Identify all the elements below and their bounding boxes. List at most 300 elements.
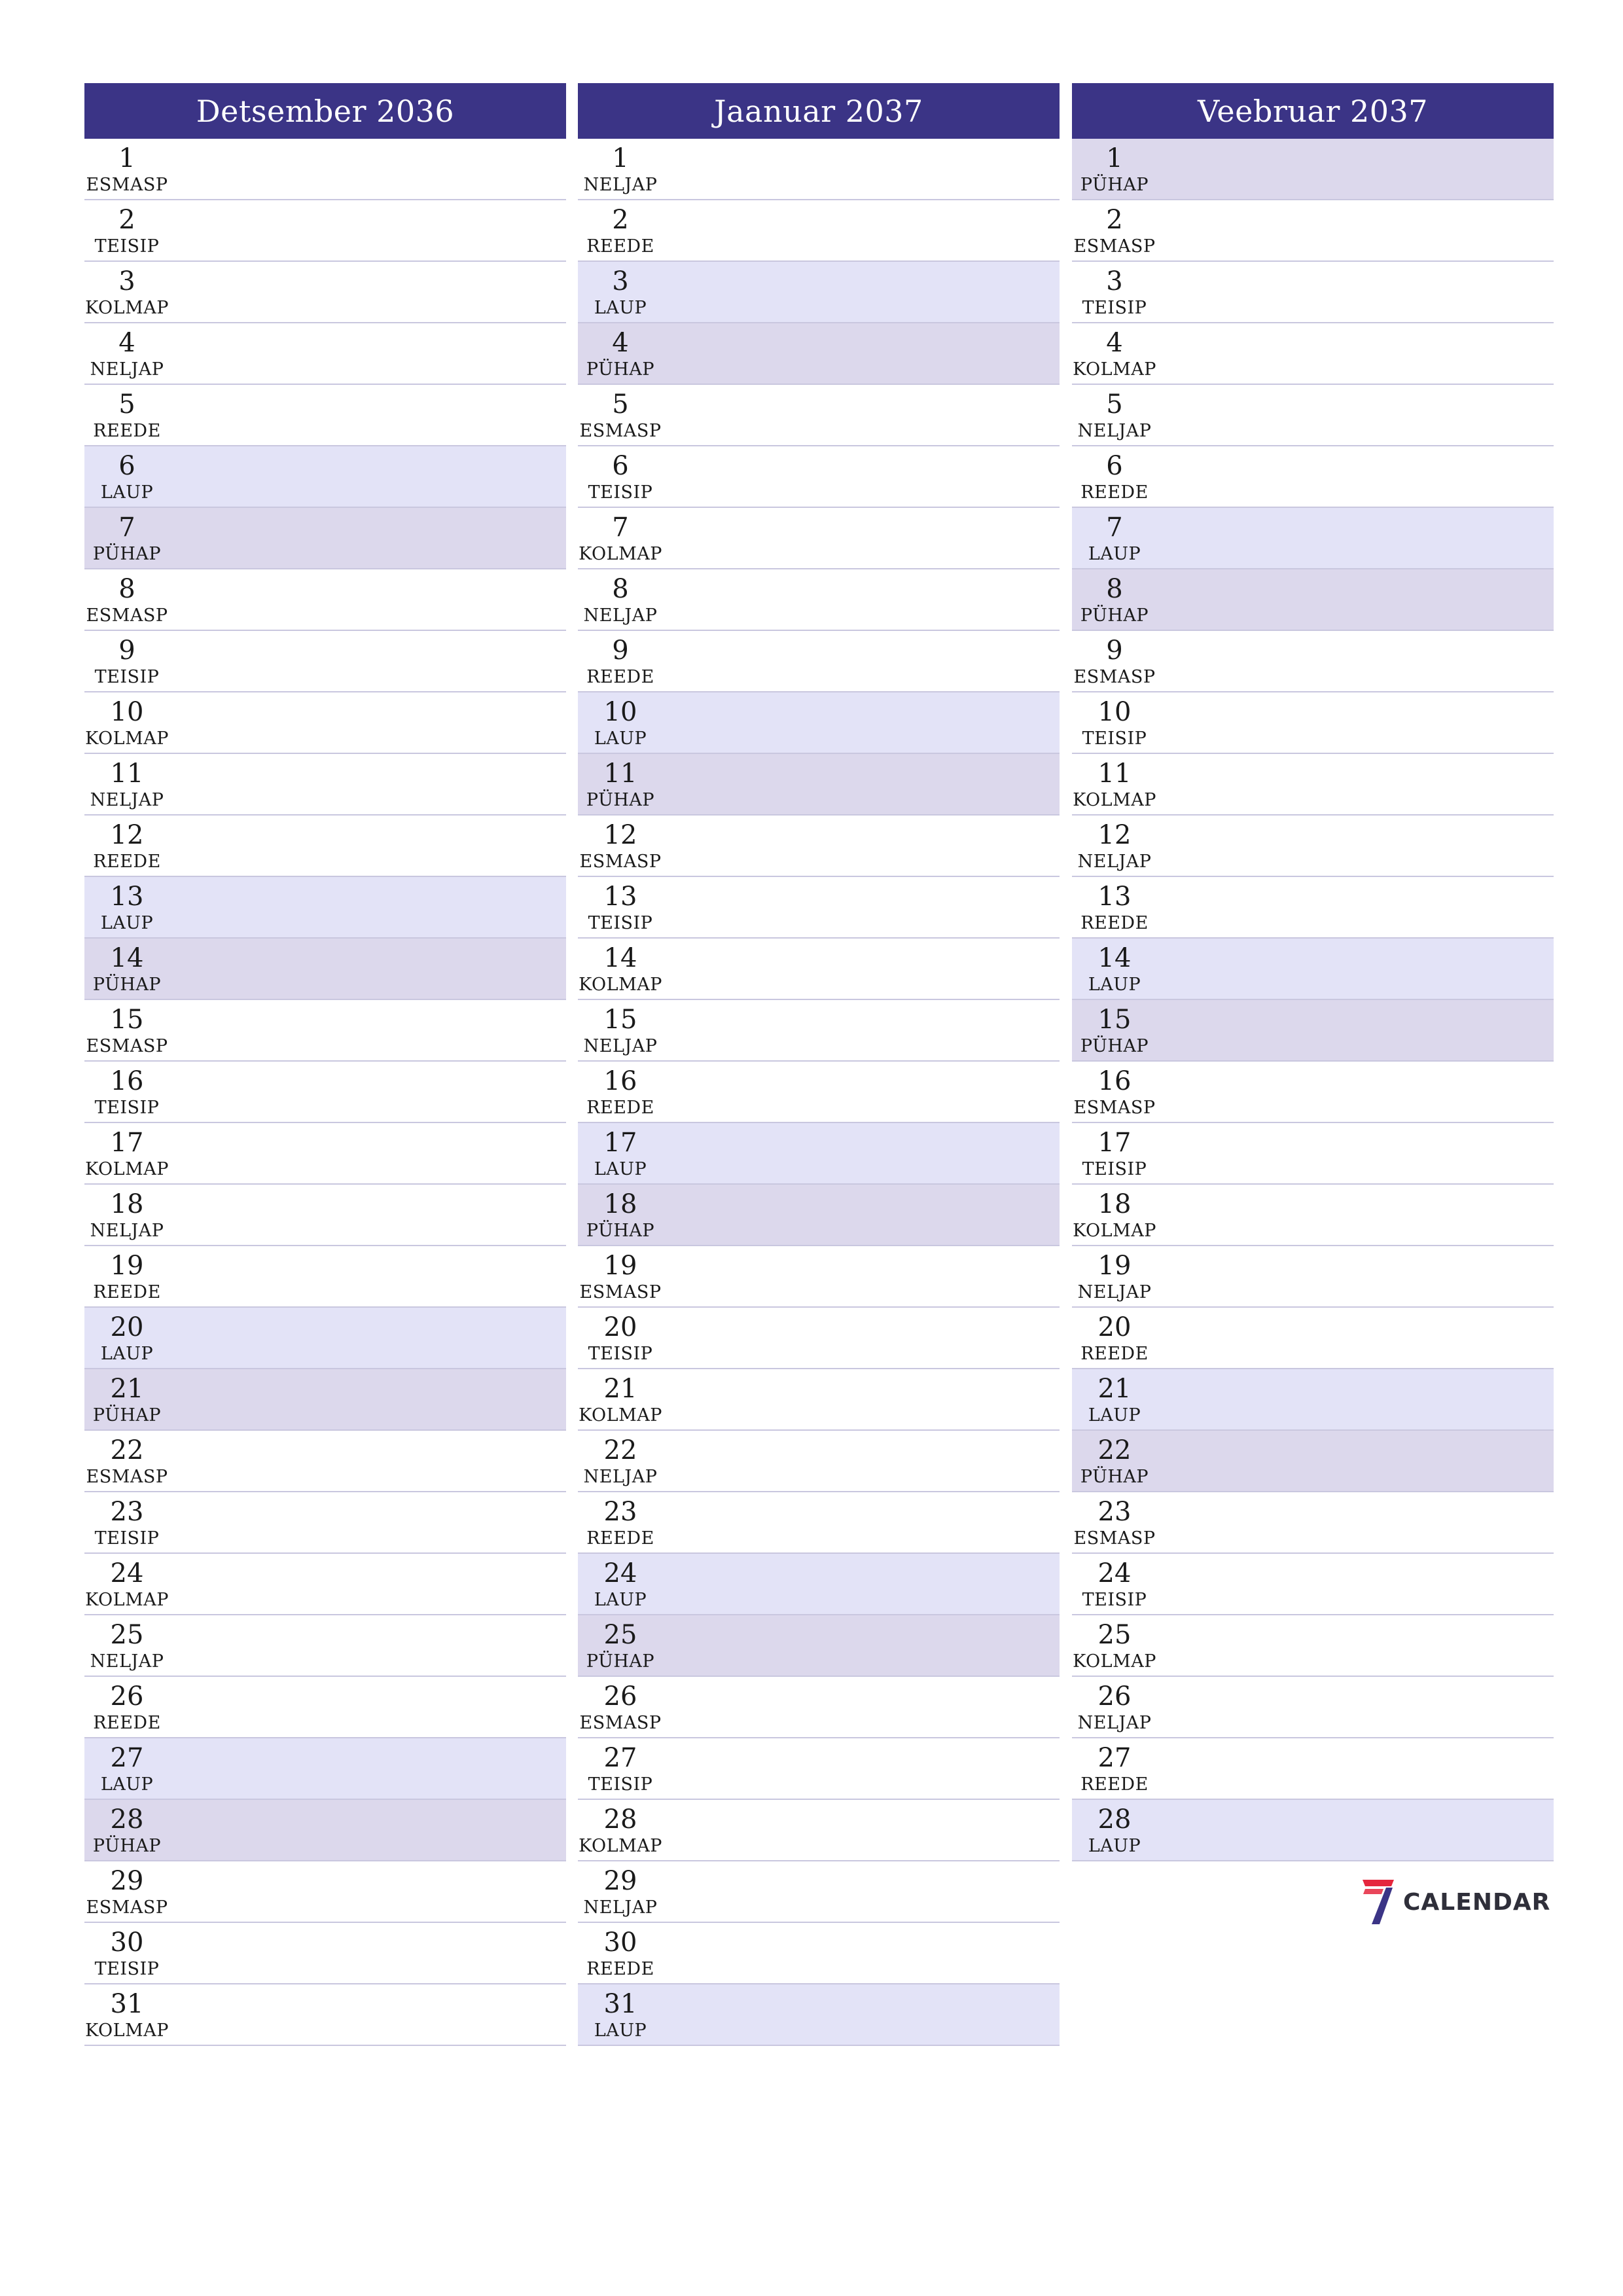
weekday-label: ESMASP bbox=[579, 1713, 662, 1733]
day-row bbox=[578, 877, 1060, 939]
day-row bbox=[1072, 1615, 1554, 1677]
weekday-label: NELJAP bbox=[1077, 1713, 1152, 1733]
weekday-label: KOLMAP bbox=[1073, 1651, 1156, 1672]
day-number: 5 bbox=[1106, 389, 1123, 420]
weekday-label: PÜHAP bbox=[92, 544, 162, 564]
day-row bbox=[84, 877, 566, 939]
day-row bbox=[578, 1062, 1060, 1123]
day-cell bbox=[84, 200, 169, 260]
weekday-label: ESMASP bbox=[86, 1036, 168, 1056]
weekday-label: TEISIP bbox=[94, 1528, 160, 1549]
day-number: 24 bbox=[1097, 1558, 1132, 1588]
day-row bbox=[578, 1800, 1060, 1861]
weekday-label: TEISIP bbox=[588, 482, 653, 503]
day-number: 13 bbox=[110, 882, 144, 912]
weekday-label: NELJAP bbox=[90, 790, 164, 810]
day-row bbox=[578, 1246, 1060, 1308]
day-cell bbox=[578, 1246, 663, 1306]
weekday-label: REEDE bbox=[586, 1098, 654, 1118]
day-cell bbox=[578, 1000, 663, 1060]
day-number: 8 bbox=[612, 574, 629, 604]
day-row bbox=[578, 1185, 1060, 1246]
weekday-label: PÜHAP bbox=[586, 1221, 655, 1241]
weekday-label: ESMASP bbox=[579, 852, 662, 872]
day-row bbox=[1072, 1431, 1554, 1492]
day-cell bbox=[84, 692, 169, 753]
day-number: 9 bbox=[612, 636, 629, 666]
day-row bbox=[1072, 508, 1554, 569]
day-number: 5 bbox=[612, 389, 629, 420]
day-number: 1 bbox=[1106, 143, 1123, 173]
day-number: 23 bbox=[110, 1497, 144, 1527]
day-cell bbox=[84, 1123, 169, 1183]
day-cell bbox=[1072, 1308, 1157, 1368]
day-row bbox=[578, 1123, 1060, 1185]
weekday-label: REEDE bbox=[586, 667, 654, 687]
weekday-label: NELJAP bbox=[90, 1651, 164, 1672]
day-cell bbox=[84, 1615, 169, 1676]
day-number: 11 bbox=[110, 759, 144, 789]
day-number: 5 bbox=[118, 389, 135, 420]
day-number: 17 bbox=[603, 1128, 637, 1158]
day-cell bbox=[84, 262, 169, 322]
day-row bbox=[1072, 1738, 1554, 1800]
weekday-label: KOLMAP bbox=[579, 1836, 662, 1856]
day-cell bbox=[578, 1554, 663, 1614]
day-number: 26 bbox=[1097, 1681, 1132, 1712]
day-row bbox=[84, 446, 566, 508]
day-row bbox=[1072, 1369, 1554, 1431]
day-number: 2 bbox=[118, 205, 135, 235]
day-row bbox=[1072, 1554, 1554, 1615]
weekday-label: KOLMAP bbox=[1073, 359, 1156, 380]
day-row bbox=[578, 1615, 1060, 1677]
day-cell bbox=[578, 816, 663, 876]
day-cell bbox=[84, 1000, 169, 1060]
day-cell bbox=[1072, 1246, 1157, 1306]
weekday-label: NELJAP bbox=[583, 1036, 658, 1056]
weekday-label: KOLMAP bbox=[1073, 790, 1156, 810]
day-cell bbox=[578, 631, 663, 691]
day-cell bbox=[1072, 262, 1157, 322]
day-cell bbox=[84, 508, 169, 568]
weekday-label: KOLMAP bbox=[579, 975, 662, 995]
day-cell bbox=[1072, 508, 1157, 568]
day-cell bbox=[1072, 1677, 1157, 1737]
day-number: 25 bbox=[603, 1620, 637, 1650]
weekday-label: KOLMAP bbox=[85, 2020, 169, 2041]
weekday-label: PÜHAP bbox=[1080, 175, 1149, 195]
day-cell bbox=[1072, 385, 1157, 445]
day-cell bbox=[578, 1123, 663, 1183]
weekday-label: NELJAP bbox=[1077, 852, 1152, 872]
day-cell bbox=[84, 1185, 169, 1245]
day-number: 1 bbox=[118, 143, 135, 173]
day-row bbox=[1072, 692, 1554, 754]
day-cell bbox=[578, 939, 663, 999]
weekday-label: REEDE bbox=[1080, 913, 1149, 933]
day-number: 17 bbox=[110, 1128, 144, 1158]
day-cell bbox=[1072, 446, 1157, 507]
day-row bbox=[578, 139, 1060, 200]
day-row bbox=[1072, 1000, 1554, 1062]
weekday-label: REEDE bbox=[1080, 482, 1149, 503]
weekday-label: LAUP bbox=[594, 298, 647, 318]
weekday-label: REEDE bbox=[93, 1713, 161, 1733]
day-cell bbox=[84, 1554, 169, 1614]
day-cell bbox=[84, 631, 169, 691]
day-number: 11 bbox=[603, 759, 637, 789]
day-cell bbox=[84, 385, 169, 445]
day-row bbox=[1072, 1308, 1554, 1369]
day-row bbox=[578, 1861, 1060, 1923]
weekday-label: NELJAP bbox=[583, 1467, 658, 1487]
weekday-label: NELJAP bbox=[90, 1221, 164, 1241]
weekday-label: REEDE bbox=[586, 1959, 654, 1979]
day-row bbox=[84, 1369, 566, 1431]
day-cell bbox=[578, 200, 663, 260]
day-cell bbox=[84, 446, 169, 507]
weekday-label: LAUP bbox=[1088, 1836, 1141, 1856]
day-cell bbox=[1072, 1185, 1157, 1245]
day-number: 26 bbox=[603, 1681, 637, 1712]
weekday-label: ESMASP bbox=[1073, 236, 1156, 257]
day-row bbox=[578, 508, 1060, 569]
day-number: 14 bbox=[1097, 943, 1132, 973]
day-number: 1 bbox=[612, 143, 629, 173]
day-cell bbox=[84, 1738, 169, 1799]
weekday-label: REEDE bbox=[93, 1282, 161, 1302]
day-number: 20 bbox=[1097, 1312, 1132, 1342]
day-cell bbox=[1072, 323, 1157, 384]
day-row bbox=[578, 1677, 1060, 1738]
day-number: 3 bbox=[118, 266, 135, 296]
day-number: 6 bbox=[118, 451, 135, 481]
day-row bbox=[84, 1492, 566, 1554]
weekday-label: PÜHAP bbox=[1080, 1467, 1149, 1487]
weekday-label: TEISIP bbox=[1082, 728, 1147, 749]
day-number: 16 bbox=[603, 1066, 637, 1096]
day-cell bbox=[84, 1431, 169, 1491]
day-cell bbox=[578, 569, 663, 630]
day-row bbox=[84, 631, 566, 692]
day-row bbox=[1072, 1185, 1554, 1246]
day-number: 30 bbox=[603, 1928, 637, 1958]
weekday-label: ESMASP bbox=[1073, 1098, 1156, 1118]
day-cell bbox=[84, 1308, 169, 1368]
day-cell bbox=[1072, 877, 1157, 937]
day-row bbox=[578, 323, 1060, 385]
day-row bbox=[1072, 385, 1554, 446]
day-number: 26 bbox=[110, 1681, 144, 1712]
day-cell bbox=[578, 385, 663, 445]
weekday-label: REEDE bbox=[93, 852, 161, 872]
weekday-label: ESMASP bbox=[86, 605, 168, 626]
day-cell bbox=[84, 139, 169, 199]
day-cell bbox=[84, 816, 169, 876]
weekday-label: ESMASP bbox=[579, 421, 662, 441]
day-number: 6 bbox=[612, 451, 629, 481]
day-cell bbox=[1072, 1615, 1157, 1676]
day-list bbox=[578, 139, 1060, 2046]
weekday-label: LAUP bbox=[1088, 975, 1141, 995]
day-row bbox=[578, 939, 1060, 1000]
day-row bbox=[578, 754, 1060, 816]
day-row bbox=[1072, 1246, 1554, 1308]
weekday-label: ESMASP bbox=[86, 1467, 168, 1487]
day-cell bbox=[84, 877, 169, 937]
weekday-label: TEISIP bbox=[588, 1774, 653, 1795]
day-row bbox=[578, 1431, 1060, 1492]
day-row bbox=[84, 1615, 566, 1677]
day-number: 19 bbox=[603, 1251, 637, 1281]
weekday-label: ESMASP bbox=[1073, 1528, 1156, 1549]
day-row bbox=[578, 1308, 1060, 1369]
day-row bbox=[84, 816, 566, 877]
day-cell bbox=[1072, 754, 1157, 814]
day-number: 25 bbox=[110, 1620, 144, 1650]
weekday-label: NELJAP bbox=[583, 1897, 658, 1918]
day-number: 12 bbox=[110, 820, 144, 850]
day-number: 17 bbox=[1097, 1128, 1132, 1158]
day-cell bbox=[578, 1369, 663, 1429]
day-row bbox=[578, 200, 1060, 262]
weekday-label: LAUP bbox=[594, 2020, 647, 2041]
day-number: 22 bbox=[603, 1435, 637, 1465]
day-row bbox=[84, 1800, 566, 1861]
weekday-label: PÜHAP bbox=[92, 1836, 162, 1856]
day-number: 28 bbox=[1097, 1804, 1132, 1835]
day-cell bbox=[84, 1861, 169, 1922]
day-row bbox=[1072, 939, 1554, 1000]
day-cell bbox=[84, 569, 169, 630]
day-cell bbox=[578, 1738, 663, 1799]
logo-text: CALENDAR bbox=[1403, 1888, 1551, 1916]
day-number: 3 bbox=[1106, 266, 1123, 296]
day-row bbox=[84, 1554, 566, 1615]
day-row bbox=[578, 1738, 1060, 1800]
weekday-label: ESMASP bbox=[579, 1282, 662, 1302]
day-row bbox=[1072, 631, 1554, 692]
day-row bbox=[578, 692, 1060, 754]
day-number: 27 bbox=[603, 1743, 637, 1773]
day-number: 27 bbox=[1097, 1743, 1132, 1773]
day-number: 31 bbox=[603, 1989, 637, 2019]
weekday-label: LAUP bbox=[594, 728, 647, 749]
weekday-label: REEDE bbox=[586, 236, 654, 257]
day-row bbox=[84, 1677, 566, 1738]
weekday-label: KOLMAP bbox=[1073, 1221, 1156, 1241]
day-cell bbox=[84, 1677, 169, 1737]
day-cell bbox=[84, 754, 169, 814]
day-cell bbox=[578, 139, 663, 199]
day-number: 18 bbox=[603, 1189, 637, 1219]
day-number: 29 bbox=[110, 1866, 144, 1896]
day-number: 21 bbox=[110, 1374, 144, 1404]
month-title: Veebruar 2037 bbox=[1072, 83, 1554, 139]
day-row bbox=[1072, 1062, 1554, 1123]
weekday-label: NELJAP bbox=[583, 605, 658, 626]
day-number: 18 bbox=[110, 1189, 144, 1219]
day-row bbox=[578, 569, 1060, 631]
day-number: 16 bbox=[110, 1066, 144, 1096]
day-cell bbox=[578, 323, 663, 384]
weekday-label: TEISIP bbox=[588, 1344, 653, 1364]
day-cell bbox=[578, 1185, 663, 1245]
month-title: Jaanuar 2037 bbox=[578, 83, 1060, 139]
day-number: 28 bbox=[603, 1804, 637, 1835]
day-number: 21 bbox=[603, 1374, 637, 1404]
weekday-label: TEISIP bbox=[1082, 1159, 1147, 1179]
weekday-label: REEDE bbox=[93, 421, 161, 441]
day-cell bbox=[1072, 1123, 1157, 1183]
day-number: 13 bbox=[603, 882, 637, 912]
seven-calendar-logo-icon bbox=[1360, 1878, 1397, 1926]
day-number: 24 bbox=[603, 1558, 637, 1588]
day-number: 8 bbox=[1106, 574, 1123, 604]
weekday-label: LAUP bbox=[1088, 544, 1141, 564]
weekday-label: LAUP bbox=[100, 1774, 154, 1795]
day-number: 15 bbox=[110, 1005, 144, 1035]
month-column-february bbox=[1072, 83, 1554, 1861]
day-number: 11 bbox=[1097, 759, 1132, 789]
day-cell bbox=[84, 323, 169, 384]
weekday-label: REEDE bbox=[1080, 1774, 1149, 1795]
weekday-label: KOLMAP bbox=[579, 544, 662, 564]
day-number: 14 bbox=[110, 943, 144, 973]
day-number: 20 bbox=[110, 1312, 144, 1342]
day-cell bbox=[84, 1062, 169, 1122]
day-row bbox=[84, 1738, 566, 1800]
day-number: 22 bbox=[110, 1435, 144, 1465]
day-row bbox=[84, 1431, 566, 1492]
day-row bbox=[1072, 569, 1554, 631]
day-cell bbox=[84, 939, 169, 999]
day-cell bbox=[578, 692, 663, 753]
day-cell bbox=[1072, 1554, 1157, 1614]
day-row bbox=[84, 692, 566, 754]
month-column-january bbox=[578, 83, 1060, 2046]
day-cell bbox=[578, 1431, 663, 1491]
day-cell bbox=[1072, 1492, 1157, 1552]
day-cell bbox=[1072, 1431, 1157, 1491]
weekday-label: NELJAP bbox=[583, 175, 658, 195]
day-number: 10 bbox=[603, 697, 637, 727]
day-row bbox=[578, 385, 1060, 446]
day-number: 12 bbox=[603, 820, 637, 850]
day-cell bbox=[578, 1677, 663, 1737]
day-row bbox=[84, 939, 566, 1000]
day-number: 4 bbox=[612, 328, 629, 358]
day-number: 20 bbox=[603, 1312, 637, 1342]
day-cell bbox=[1072, 569, 1157, 630]
day-cell bbox=[1072, 1062, 1157, 1122]
brand-logo bbox=[1360, 1878, 1550, 1926]
day-cell bbox=[1072, 816, 1157, 876]
day-row bbox=[1072, 1800, 1554, 1861]
weekday-label: PÜHAP bbox=[92, 1405, 162, 1426]
day-row bbox=[84, 200, 566, 262]
day-cell bbox=[1072, 939, 1157, 999]
weekday-label: TEISIP bbox=[94, 236, 160, 257]
day-cell bbox=[1072, 1800, 1157, 1860]
day-cell bbox=[84, 1369, 169, 1429]
day-cell bbox=[1072, 1369, 1157, 1429]
day-row bbox=[578, 816, 1060, 877]
day-row bbox=[1072, 1492, 1554, 1554]
weekday-label: REEDE bbox=[586, 1528, 654, 1549]
weekday-label: TEISIP bbox=[1082, 1590, 1147, 1610]
day-row bbox=[84, 508, 566, 569]
day-cell bbox=[578, 1062, 663, 1122]
weekday-label: LAUP bbox=[1088, 1405, 1141, 1426]
day-cell bbox=[84, 1800, 169, 1860]
weekday-label: TEISIP bbox=[1082, 298, 1147, 318]
day-row bbox=[1072, 200, 1554, 262]
day-cell bbox=[578, 1861, 663, 1922]
day-number: 3 bbox=[612, 266, 629, 296]
day-row bbox=[578, 1000, 1060, 1062]
weekday-label: KOLMAP bbox=[85, 728, 169, 749]
day-cell bbox=[1072, 692, 1157, 753]
day-row bbox=[578, 446, 1060, 508]
day-cell bbox=[578, 1800, 663, 1860]
day-number: 25 bbox=[1097, 1620, 1132, 1650]
month-title: Detsember 2036 bbox=[84, 83, 566, 139]
day-row bbox=[1072, 139, 1554, 200]
day-cell bbox=[1072, 139, 1157, 199]
weekday-label: PÜHAP bbox=[92, 975, 162, 995]
day-row bbox=[578, 1369, 1060, 1431]
day-row bbox=[1072, 877, 1554, 939]
day-number: 22 bbox=[1097, 1435, 1132, 1465]
day-number: 15 bbox=[603, 1005, 637, 1035]
weekday-label: TEISIP bbox=[588, 913, 653, 933]
day-number: 2 bbox=[1106, 205, 1123, 235]
day-cell bbox=[578, 508, 663, 568]
weekday-label: LAUP bbox=[594, 1590, 647, 1610]
day-cell bbox=[578, 877, 663, 937]
day-number: 18 bbox=[1097, 1189, 1132, 1219]
day-row bbox=[84, 1062, 566, 1123]
day-cell bbox=[84, 1492, 169, 1552]
weekday-label: PÜHAP bbox=[586, 790, 655, 810]
day-cell bbox=[84, 1923, 169, 1983]
day-row bbox=[578, 1923, 1060, 1984]
weekday-label: ESMASP bbox=[86, 1897, 168, 1918]
day-row bbox=[84, 1185, 566, 1246]
day-row bbox=[1072, 1677, 1554, 1738]
weekday-label: NELJAP bbox=[1077, 421, 1152, 441]
weekday-label: NELJAP bbox=[90, 359, 164, 380]
day-cell bbox=[578, 1923, 663, 1983]
day-list bbox=[1072, 139, 1554, 1861]
weekday-label: PÜHAP bbox=[1080, 605, 1149, 626]
day-list bbox=[84, 139, 566, 2046]
day-number: 9 bbox=[118, 636, 135, 666]
weekday-label: REEDE bbox=[1080, 1344, 1149, 1364]
day-row bbox=[84, 262, 566, 323]
day-row bbox=[84, 1861, 566, 1923]
day-row bbox=[84, 1308, 566, 1369]
day-number: 12 bbox=[1097, 820, 1132, 850]
day-number: 28 bbox=[110, 1804, 144, 1835]
weekday-label: KOLMAP bbox=[579, 1405, 662, 1426]
day-row bbox=[84, 323, 566, 385]
day-row bbox=[1072, 323, 1554, 385]
weekday-label: TEISIP bbox=[94, 667, 160, 687]
day-number: 7 bbox=[1106, 512, 1123, 543]
